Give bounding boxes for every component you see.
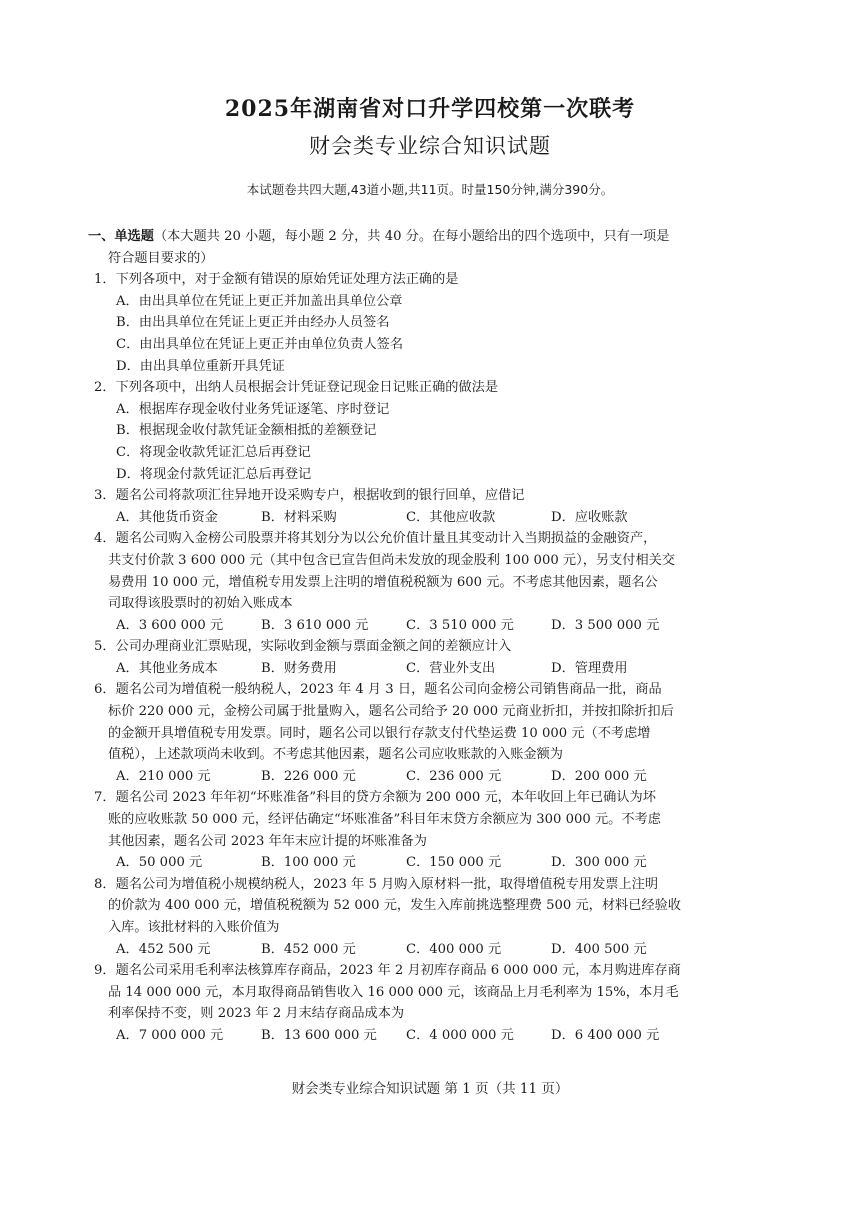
page-footer: 财会类专业综合知识试题 第 1 页（共 11 页） bbox=[291, 1081, 569, 1097]
question-stem-cont: 标价 220 000 元，金榜公司属于批量购入，题名公司给予 20 000 元商业折扣，并按扣除折扣后 bbox=[108, 704, 674, 720]
option-d: D．由出具单位重新开具凭证 bbox=[116, 358, 285, 374]
question-stem-cont: 易费用 10 000 元，增值税专用发票上注明的增值税税额为 600 元。不考虑其他因素，题名公 bbox=[108, 574, 658, 590]
question-stem: 9．题名公司采用毛利率法核算库存商品，2023 年 2 月初库存商品 6 000 000 元，本月购进库存商 bbox=[94, 963, 681, 979]
question-4 bbox=[94, 528, 748, 636]
question-stem: 7．题名公司 2023 年年初“坏账准备”科目的贷方余额为 200 000 元，本年收回上年已确认为坏 bbox=[94, 790, 656, 806]
question-3 bbox=[94, 485, 748, 528]
option-a: A．其他业务成本 bbox=[116, 660, 218, 676]
option-c: C．营业外支出 bbox=[406, 660, 496, 676]
option-d: D．6 400 000 元 bbox=[551, 1027, 660, 1043]
option-d: D．400 500 元 bbox=[551, 941, 647, 957]
question-area bbox=[88, 226, 748, 1047]
section-label: 一、单选题 bbox=[88, 229, 154, 244]
option-d: D．3 500 000 元 bbox=[551, 617, 660, 633]
option-a: A．452 500 元 bbox=[116, 941, 211, 957]
question-6 bbox=[94, 679, 748, 787]
question-stem: 2．下列各项中，出纳人员根据会计凭证登记现金日记账正确的做法是 bbox=[94, 380, 499, 396]
question-stem-cont: 利率保持不变，则 2023 年 2 月末结存商品成本为 bbox=[108, 1006, 405, 1022]
question-8 bbox=[94, 874, 748, 960]
option-b: B．452 000 元 bbox=[261, 941, 356, 957]
question-1 bbox=[94, 269, 748, 377]
exam-subtitle: 财会类专业综合知识试题 bbox=[309, 134, 551, 158]
question-9 bbox=[94, 960, 748, 1046]
option-d: D．管理费用 bbox=[551, 660, 628, 676]
option-d: D．200 000 元 bbox=[551, 768, 647, 784]
exam-info: 本试题卷共四大题,43道小题,共11页。时量150分钟,满分390分。 bbox=[246, 182, 614, 197]
option-b: B．财务费用 bbox=[261, 660, 337, 676]
question-stem-cont: 的金额开具增值税专用发票。同时，题名公司以银行存款支付代垫运费 10 000 元（不考虑增 bbox=[108, 725, 651, 741]
question-stem-cont: 其他因素，题名公司 2023 年年末应计提的坏账准备为 bbox=[108, 833, 427, 849]
option-b: B．13 600 000 元 bbox=[261, 1027, 377, 1043]
option-c: C．由出具单位在凭证上更正并由单位负责人签名 bbox=[116, 336, 404, 352]
option-d: D．应收账款 bbox=[551, 509, 628, 525]
question-stem-cont: 共支付价款 3 600 000 元（其中包含已宣告但尚未发放的现金股利 100 000 元），另支付相关交 bbox=[108, 552, 676, 568]
option-a: A．其他货币资金 bbox=[116, 509, 218, 525]
question-stem: 4．题名公司购入金榜公司股票并将其划分为以公允价值计量且其变动计入当期损益的金融资产， bbox=[94, 531, 657, 547]
option-a: A．3 600 000 元 bbox=[116, 617, 224, 633]
question-stem-cont: 的价款为 400 000 元，增值税税额为 52 000 元，发生入库前挑选整理费 500 元，材料已经验收 bbox=[108, 898, 681, 914]
option-c: C．400 000 元 bbox=[406, 941, 502, 957]
option-c: C．将现金收款凭证汇总后再登记 bbox=[116, 444, 311, 460]
option-a: A．50 000 元 bbox=[116, 855, 203, 871]
section-desc-line2: 符合题目要求的） bbox=[108, 250, 214, 266]
option-b: B．100 000 元 bbox=[261, 855, 356, 871]
option-d: D．300 000 元 bbox=[551, 855, 647, 871]
option-c: C．其他应收款 bbox=[406, 509, 496, 525]
option-b: B．根据现金收付款凭证金额相抵的差额登记 bbox=[116, 423, 377, 439]
question-stem-cont: 账的应收账款 50 000 元，经评估确定“坏账准备”科目年末贷方余额应为 300 000 元。不考虑 bbox=[108, 812, 661, 828]
section-desc-line1: （本大题共 20 小题，每小题 2 分，共 40 分。在每小题给出的四个选项中，只有一项是 bbox=[153, 229, 670, 244]
options-row bbox=[116, 766, 748, 788]
question-stem: 3．题名公司将款项汇往异地开设采购专户，根据收到的银行回单，应借记 bbox=[94, 488, 525, 504]
question-stem: 6．题名公司为增值税一般纳税人，2023 年 4 月 3 日，题名公司向金榜公司销售商品一批，商品 bbox=[94, 682, 662, 698]
option-b: B．材料采购 bbox=[261, 509, 337, 525]
question-7 bbox=[94, 787, 748, 873]
question-stem: 8．题名公司为增值税小规模纳税人，2023 年 5 月购入原材料一批，取得增值税专用发票上注明 bbox=[94, 876, 659, 892]
question-stem: 5．公司办理商业汇票贴现，实际收到金额与票面金额之间的差额应计入 bbox=[94, 639, 512, 655]
option-a: A．210 000 元 bbox=[116, 768, 211, 784]
question-2 bbox=[94, 377, 748, 485]
question-stem-cont: 入库。该批材料的入账价值为 bbox=[108, 920, 280, 935]
option-a: A．由出具单位在凭证上更正并加盖出具单位公章 bbox=[116, 293, 403, 309]
options-row bbox=[116, 507, 748, 529]
options-row bbox=[116, 852, 748, 874]
options-row bbox=[116, 939, 748, 961]
exam-title: 2025年湖南省对口升学四校第一次联考 bbox=[224, 96, 636, 122]
option-a: A．根据库存现金收付业务凭证逐笔、序时登记 bbox=[116, 401, 390, 417]
options-row bbox=[116, 658, 748, 680]
option-b: B．由出具单位在凭证上更正并由经办人员签名 bbox=[116, 315, 390, 331]
option-c: C．150 000 元 bbox=[406, 855, 502, 871]
option-a: A．7 000 000 元 bbox=[116, 1027, 224, 1043]
option-c: C．4 000 000 元 bbox=[406, 1027, 514, 1043]
question-stem: 1．下列各项中，对于金额有错误的原始凭证处理方法正确的是 bbox=[94, 272, 459, 288]
option-d: D．将现金付款凭证汇总后再登记 bbox=[116, 466, 312, 482]
question-stem-cont: 值税），上述款项尚未收到。不考虑其他因素，题名公司应收账款的入账金额为 bbox=[108, 747, 563, 763]
options-row bbox=[116, 1025, 748, 1047]
section-heading bbox=[88, 226, 748, 248]
option-c: C．3 510 000 元 bbox=[406, 617, 514, 633]
option-c: C．236 000 元 bbox=[406, 768, 502, 784]
option-b: B．226 000 元 bbox=[261, 768, 356, 784]
question-stem-cont: 司取得该股票时的初始入账成本 bbox=[108, 596, 293, 612]
options-row bbox=[116, 615, 748, 637]
question-stem-cont: 品 14 000 000 元，本月取得商品销售收入 16 000 000 元，该商品上月毛利率为 15%，本月毛 bbox=[108, 984, 679, 1000]
question-5 bbox=[94, 636, 748, 679]
option-b: B．3 610 000 元 bbox=[261, 617, 369, 633]
